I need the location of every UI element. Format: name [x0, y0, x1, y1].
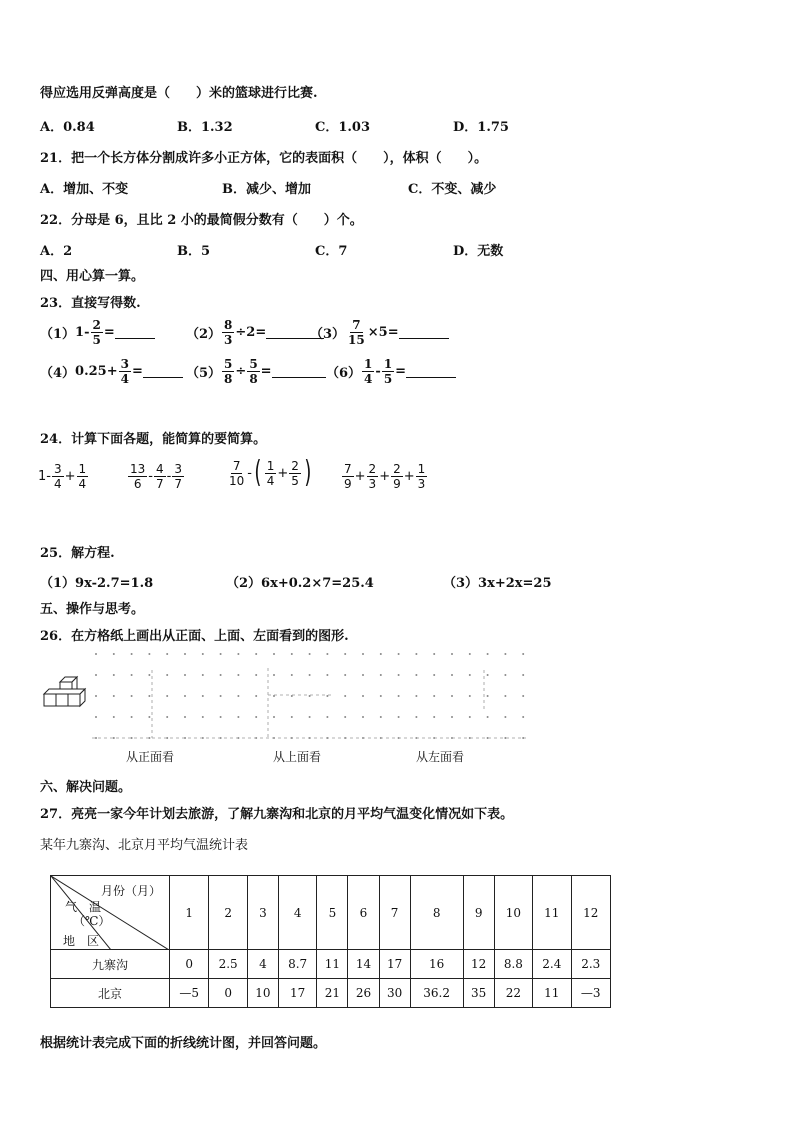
grid-dot [131, 674, 133, 676]
region-cell: 北京 [51, 979, 170, 1008]
q24-expr-3: $\frac{7}{10}$ - ( $\frac{1}{4}$ + $\frac{2}{5}$ ) [229, 455, 312, 490]
value-cell: 21 [317, 979, 348, 1008]
grid-dot [113, 653, 115, 655]
value-cell: —5 [170, 979, 209, 1008]
fraction: $\frac{2}{9}$ [393, 462, 401, 491]
q25-stem: 25．解方程. [40, 546, 115, 561]
grid-dot [415, 674, 417, 676]
value-cell: 8.8 [494, 950, 532, 979]
grid-dot [362, 716, 364, 718]
answer-blank [272, 365, 326, 378]
grid-dot [113, 695, 115, 697]
q20-option-d: D．1.75 [453, 120, 509, 135]
q20-option-c: C．1.03 [315, 120, 371, 135]
q24-expr-2: $\frac{13}{6}$ - $\frac{4}{7}$ - $\frac{3}{7}$ [130, 462, 182, 491]
month-cell: 1 [170, 876, 209, 950]
grid-dot [184, 653, 186, 655]
value-cell: 10 [247, 979, 278, 1008]
header-month-label: 月份（月） [101, 884, 162, 898]
value-cell: 17 [379, 950, 410, 979]
section-5-heading: 五、操作与思考。 [40, 602, 145, 617]
section-4-heading: 四、用心算一算。 [40, 269, 145, 284]
value-cell: 17 [278, 979, 316, 1008]
grid-dot [326, 716, 328, 718]
grid-dot [451, 716, 453, 718]
q21-option-b: B．减少、增加 [222, 182, 311, 197]
fraction: $\frac{7}{10}$ [229, 458, 245, 488]
q21-option-c: C．不变、减少 [408, 182, 497, 197]
grid-dot [255, 674, 257, 676]
grid-dot [131, 695, 133, 697]
fraction: $\frac{3}{7}$ [174, 462, 182, 491]
grid-dot [504, 653, 506, 655]
grid-dot [166, 653, 168, 655]
grid-dot [398, 674, 400, 676]
grid-dot [255, 716, 257, 718]
grid-dot [131, 716, 133, 718]
grid-dot [433, 695, 435, 697]
grid-dot [184, 674, 186, 676]
grid-dot [309, 716, 311, 718]
value-cell: 11 [533, 979, 571, 1008]
grid-dot [273, 674, 275, 676]
grid-dot [237, 674, 239, 676]
fraction: $\frac{1}{4}$ [266, 458, 275, 488]
fraction: $\frac{1}{3}$ [417, 462, 426, 491]
grid-dot [255, 653, 257, 655]
grid-dot [309, 674, 311, 676]
grid-dot [504, 674, 506, 676]
region-cell: 九寨沟 [51, 950, 170, 979]
grid-dot [273, 716, 275, 718]
grid-dot [522, 716, 524, 718]
grid-dot [469, 674, 471, 676]
grid-dot [148, 695, 150, 697]
q21-stem: 21．把一个长方体分割成许多小正方体，它的表面积（ ），体积（ ）。 [40, 151, 488, 166]
month-cell: 2 [209, 876, 247, 950]
fraction: $\frac{8}{3}$ [224, 318, 233, 347]
answer-blank [143, 365, 183, 378]
answer-blank [406, 365, 456, 378]
fraction: $\frac{3}{4}$ [53, 462, 62, 491]
grid-dot [291, 716, 293, 718]
grid-dot [95, 653, 97, 655]
month-cell: 3 [247, 876, 278, 950]
q22-option-c: C．7 [315, 244, 348, 259]
grid-dot [398, 653, 400, 655]
view-label-front: 从正面看 [126, 750, 175, 764]
value-cell: —3 [571, 979, 611, 1008]
grid-dot [504, 716, 506, 718]
value-cell: 12 [463, 950, 494, 979]
q22-option-a: A．2 [40, 244, 73, 259]
q24-expr-4: $\frac{7}{9}$ + $\frac{2}{3}$ + $\frac{2}{9}$ + $\frac{1}{3}$ [344, 462, 426, 491]
grid-lines [92, 668, 526, 738]
grid-dot [291, 653, 293, 655]
grid-dot [415, 653, 417, 655]
q26-stem: 26．在方格纸上画出从正面、上面、左面看到的图形. [40, 629, 349, 644]
grid-dot [202, 695, 204, 697]
grid-dot [451, 695, 453, 697]
fraction: $\frac{5}{8}$ [224, 357, 233, 386]
grid-dot [415, 695, 417, 697]
grid-dot [255, 695, 257, 697]
grid-dot [237, 653, 239, 655]
grid-dot [504, 695, 506, 697]
q23-item-6: （6） $\frac{1}{4}$ - $\frac{1}{5}$ = [326, 357, 456, 386]
grid-dots [95, 653, 524, 739]
grid-dot [451, 653, 453, 655]
value-cell: 35 [463, 979, 494, 1008]
grid-dot [148, 653, 150, 655]
fraction: $\frac{4}{7}$ [155, 462, 164, 491]
grid-dot [184, 716, 186, 718]
month-cell: 4 [278, 876, 316, 950]
grid-dot [202, 674, 204, 676]
value-cell: 16 [410, 950, 463, 979]
month-cell: 7 [379, 876, 410, 950]
grid-dot [184, 695, 186, 697]
grid-dot [380, 674, 382, 676]
grid-dot [469, 716, 471, 718]
grid-dot [344, 674, 346, 676]
grid-dot [344, 695, 346, 697]
value-cell: 2.5 [209, 950, 247, 979]
table-title: 某年九寨沟、北京月平均气温统计表 [40, 838, 249, 853]
value-cell: 14 [348, 950, 379, 979]
fraction: $\frac{1}{5}$ [383, 357, 393, 386]
q23-item-1: （1） 1- $\frac{2}{5}$ = [40, 318, 155, 347]
q27-stem: 27．亮亮一家今年计划去旅游，了解九寨沟和北京的月平均气温变化情况如下表。 [40, 807, 514, 822]
grid-dot [202, 653, 204, 655]
left-paren: ( [254, 455, 262, 490]
value-cell: 26 [348, 979, 379, 1008]
q24-expr-1: 1- $\frac{3}{4}$ + $\frac{1}{4}$ [38, 462, 87, 491]
month-cell: 9 [463, 876, 494, 950]
value-cell: 11 [317, 950, 348, 979]
grid-dot [148, 674, 150, 676]
fraction: $\frac{7}{15}$ [348, 318, 365, 347]
grid-dot [166, 716, 168, 718]
grid-dot [95, 674, 97, 676]
fraction: $\frac{1}{4}$ [364, 357, 373, 386]
grid-dot [451, 674, 453, 676]
grid-dot [237, 695, 239, 697]
value-cell: 2.3 [571, 950, 611, 979]
footer-instruction: 根据统计表完成下面的折线统计图，并回答问题。 [40, 1036, 327, 1051]
value-cell: 0 [170, 950, 209, 979]
diagonal-header-cell [51, 876, 170, 950]
grid-dot [220, 653, 222, 655]
grid-dot [291, 674, 293, 676]
grid-dot [487, 695, 489, 697]
value-cell: 8.7 [278, 950, 316, 979]
grid-dot [362, 653, 364, 655]
q25-eq-1: （1）9x-2.7=1.8 [40, 576, 154, 591]
q25-eq-2: （2）6x+0.2×7=25.4 [226, 576, 374, 591]
grid-dot [380, 695, 382, 697]
fraction: $\frac{1}{4}$ [78, 462, 87, 491]
grid-dot [380, 716, 382, 718]
table-header-row [51, 876, 611, 950]
grid-dot [95, 716, 97, 718]
grid-dot [202, 716, 204, 718]
month-cell: 12 [571, 876, 611, 950]
view-label-left: 从左面看 [416, 750, 465, 764]
grid-dot [166, 695, 168, 697]
month-cell: 6 [348, 876, 379, 950]
q20-tail: 得应选用反弹高度是（ ）米的篮球进行比赛. [40, 86, 318, 101]
grid-dot [113, 737, 115, 739]
grid-dot [148, 716, 150, 718]
q21-option-a: A．增加、不变 [40, 182, 129, 197]
q23-item-5: （5） $\frac{5}{8}$ ÷ $\frac{5}{8}$ = [186, 357, 326, 386]
fraction: $\frac{13}{6}$ [130, 462, 146, 491]
grid-dot [380, 653, 382, 655]
grid-dot [487, 716, 489, 718]
grid-dot [166, 674, 168, 676]
header-unit-label: （℃） [73, 914, 111, 928]
grid-dot [487, 653, 489, 655]
month-cell: 8 [410, 876, 463, 950]
month-cell: 11 [533, 876, 571, 950]
q23-item-2: （2） $\frac{8}{3}$ ÷2= [186, 318, 324, 347]
month-cell: 10 [494, 876, 532, 950]
grid-dot [433, 716, 435, 718]
q20-option-a: A．0.84 [40, 120, 95, 135]
grid-dot [220, 695, 222, 697]
grid-dot [487, 674, 489, 676]
q22-option-d: D．无数 [453, 244, 504, 259]
month-cell: 5 [317, 876, 348, 950]
q25-eq-3: （3）3x+2x=25 [443, 576, 552, 591]
value-cell: 4 [247, 950, 278, 979]
q20-option-b: B．1.32 [177, 120, 233, 135]
table-row [51, 950, 611, 979]
fraction: $\frac{5}{8}$ [249, 357, 258, 386]
grid-dot [131, 653, 133, 655]
fraction: $\frac{2}{5}$ [92, 318, 101, 347]
grid-dot [309, 653, 311, 655]
q22-option-b: B．5 [177, 244, 211, 259]
value-cell: 0 [209, 979, 247, 1008]
grid-dot [95, 695, 97, 697]
answer-blank [115, 326, 155, 339]
grid-dot [273, 653, 275, 655]
q22-stem: 22．分母是 6，且比 2 小的最简假分数有（ ）个。 [40, 213, 363, 228]
grid-dot [398, 716, 400, 718]
grid-dot [362, 695, 364, 697]
value-cell: 22 [494, 979, 532, 1008]
answer-blank [399, 326, 449, 339]
grid-dot [220, 716, 222, 718]
value-cell: 2.4 [533, 950, 571, 979]
grid-dot [522, 695, 524, 697]
fraction: $\frac{2}{5}$ [291, 458, 299, 488]
cube-figure [40, 674, 96, 716]
grid-dot [113, 674, 115, 676]
grid-dot [95, 737, 97, 739]
value-cell: 30 [379, 979, 410, 1008]
temperature-table [50, 875, 611, 1008]
value-cell: 36.2 [410, 979, 463, 1008]
header-temp-label: 气 温 [65, 900, 102, 914]
grid-dot [522, 653, 524, 655]
q24-stem: 24．计算下面各题，能简算的要简算。 [40, 432, 267, 447]
grid-dot [326, 674, 328, 676]
section-6-heading: 六、解决问题。 [40, 780, 132, 795]
grid-dot [113, 716, 115, 718]
header-region-label: 地 区 [63, 934, 100, 948]
view-label-top: 从上面看 [273, 750, 322, 764]
fraction: $\frac{3}{4}$ [120, 357, 129, 386]
q23-item-3: （3） $\frac{7}{15}$ ×5= [310, 318, 449, 347]
fraction: $\frac{2}{3}$ [368, 462, 377, 491]
grid-dot [522, 674, 524, 676]
grid-dot [415, 716, 417, 718]
grid-dot [344, 716, 346, 718]
grid-dot [237, 716, 239, 718]
grid-dot [522, 737, 524, 739]
grid-dot [433, 674, 435, 676]
grid-dot [433, 653, 435, 655]
grid-paper[interactable] [92, 650, 532, 740]
grid-dot [220, 674, 222, 676]
table-row [51, 979, 611, 1008]
grid-dot [469, 695, 471, 697]
grid-dot [344, 653, 346, 655]
fraction: $\frac{7}{9}$ [344, 462, 352, 491]
grid-dot [398, 695, 400, 697]
grid-dot [362, 674, 364, 676]
right-paren: ) [304, 455, 312, 490]
grid-dot [469, 653, 471, 655]
q23-item-4: （4） 0.25+ $\frac{3}{4}$ = [40, 357, 183, 386]
grid-dot [326, 653, 328, 655]
q23-stem: 23．直接写得数. [40, 296, 141, 311]
